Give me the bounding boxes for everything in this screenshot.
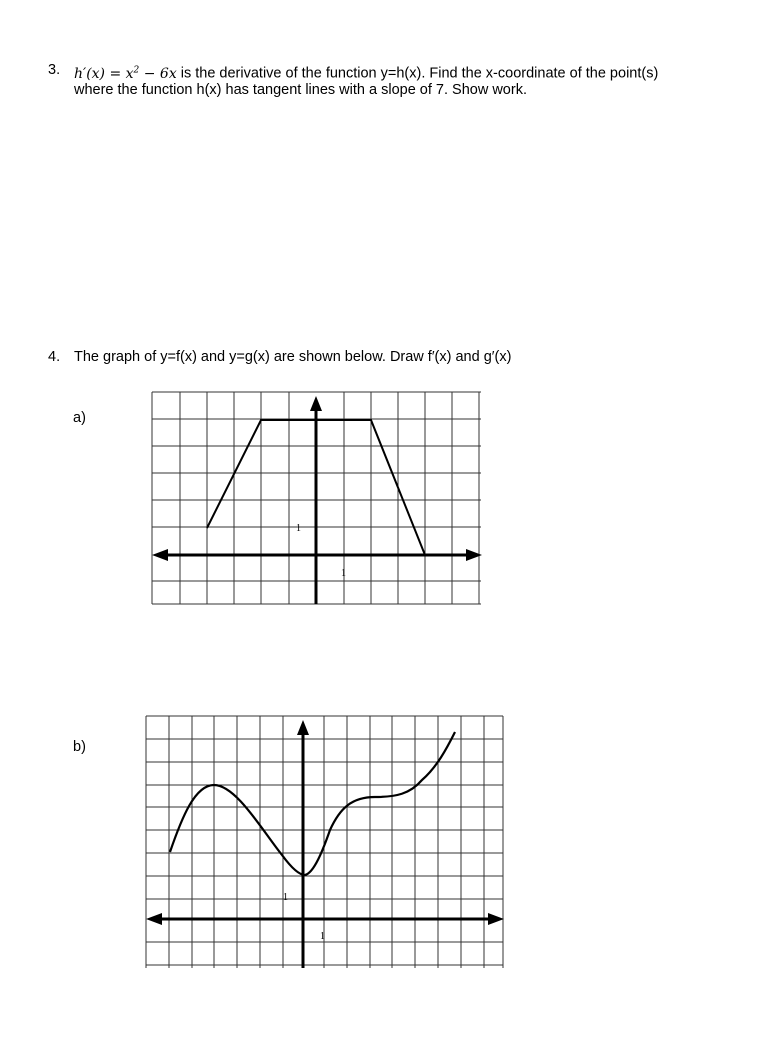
question-number: 3. <box>48 62 61 78</box>
graph-b-x-tick-label: 1 <box>320 931 325 942</box>
graph-a-x-tick-label: 1 <box>341 568 346 579</box>
graph-b <box>140 710 505 970</box>
graph-b-y-tick-label: 1 <box>283 892 288 903</box>
graph-a-y-arrow-up <box>310 396 322 411</box>
question-3-line-2: where the function h(x) has tangent lines with a slope of 7. Show work. <box>74 82 527 98</box>
derivative-expression: $h'(x) = x^2 - 6x$ <box>74 65 177 82</box>
question-number: 4. <box>48 349 61 365</box>
graph-a-x-arrow-left <box>152 549 168 561</box>
graph-b-curve <box>170 732 455 875</box>
graph-b-x-arrow-right <box>488 913 504 925</box>
part-b-label: b) <box>73 739 86 755</box>
question-3-line-1: is the derivative of the function y=h(x). Find the x-coordinate of the point(s) <box>176 65 659 82</box>
graph-a-y-tick-label: 1 <box>296 523 301 534</box>
graph-b-x-arrow-left <box>146 913 162 925</box>
graph-a <box>148 390 488 610</box>
graph-b-y-arrow-up <box>297 720 309 735</box>
graph-a-x-arrow-right <box>466 549 482 561</box>
part-a-label: a) <box>73 410 86 426</box>
question-4-text: The graph of y=f(x) and y=g(x) are shown below. Draw f′(x) and g′(x) <box>74 349 512 365</box>
